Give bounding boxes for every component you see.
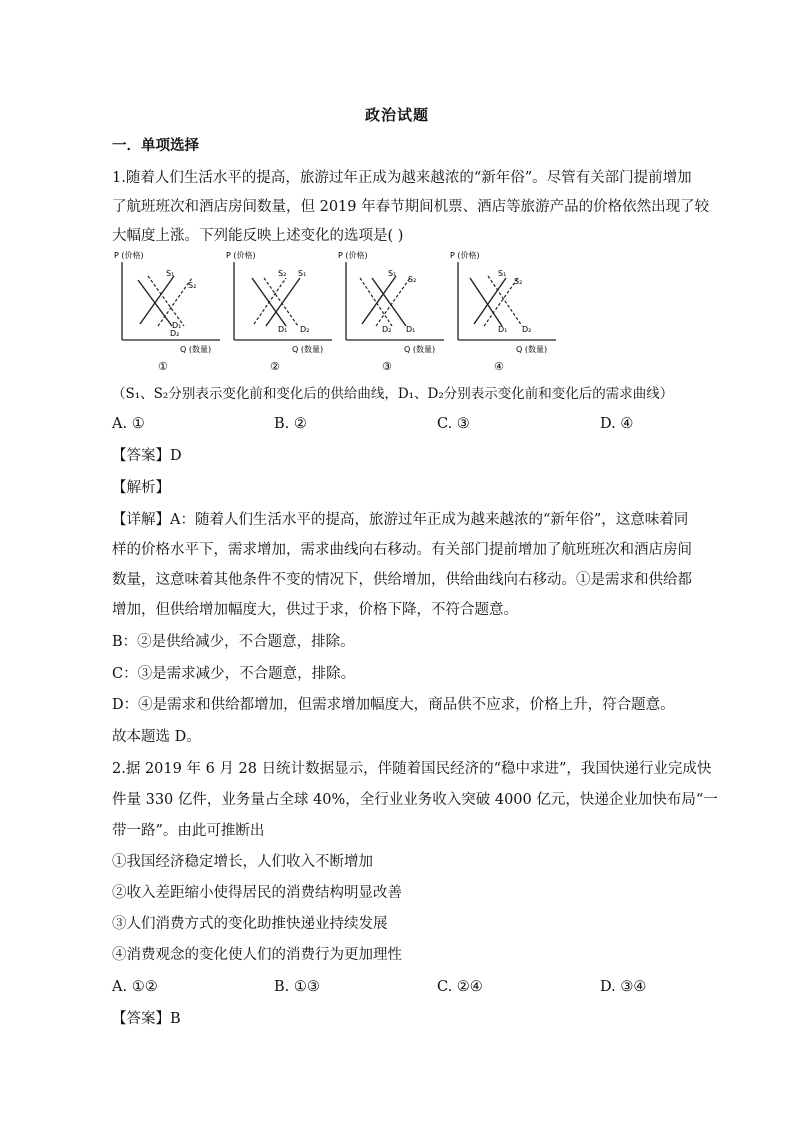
x-axis-label: Q (数量) — [292, 345, 324, 354]
demand-label-right: D₂ — [300, 325, 310, 334]
supply-label-left: S₂ — [278, 269, 287, 278]
chart-option-4 — [448, 248, 558, 378]
supply-curve-solid — [140, 276, 174, 324]
q1-charts — [112, 248, 552, 378]
y-axis-label: P (价格) — [450, 251, 480, 260]
y-axis-label: P (价格) — [114, 251, 144, 260]
supply-curve-dashed — [158, 278, 192, 326]
chart-number: ① — [158, 360, 168, 373]
q2-item-2: ②收入差距缩小使得居民的消费结构明显改善 — [112, 885, 402, 901]
q1-explanation-line-7: D：④是需求和供给都增加，但需求增加幅度大，商品供不应求，价格上升，符合题意。 — [112, 697, 675, 713]
q1-explanation-line-4: 增加，但供给增加幅度大，供过于求，价格下降，不符合题意。 — [112, 602, 518, 618]
q1-chart-caption: （S₁、S₂分别表示变化前和变化后的供给曲线，D₁、D₂分别表示变化前和变化后的需求曲线） — [112, 386, 674, 402]
supply-label-right: S₂ — [188, 281, 197, 290]
supply-label-left: S₁ — [388, 269, 397, 278]
supply-label-right: S₂ — [408, 275, 417, 284]
page-title: 政治试题 — [364, 106, 429, 124]
supply-curve-solid — [266, 278, 300, 326]
chart-number: ④ — [494, 360, 504, 373]
supply-label-left: S₁ — [498, 269, 507, 278]
demand-label-left: D₁ — [172, 321, 182, 330]
y-axis-label: P (价格) — [338, 251, 368, 260]
x-axis-label: Q (数量) — [404, 345, 436, 354]
supply-label-right: S₁ — [298, 269, 307, 278]
q1-explanation-line-6: C：③是需求减少，不合题意，排除。 — [112, 666, 356, 682]
chart-option-1 — [112, 248, 222, 378]
q1-option-d: D. ④ — [600, 416, 634, 432]
supply-label-right: S₂ — [514, 277, 523, 286]
q1-option-c: C. ③ — [437, 416, 470, 432]
q2-option-c: C. ②④ — [437, 979, 483, 995]
supply-label-left: S₁ — [166, 269, 175, 278]
q1-line-2: 了航班班次和酒店房间数量，但 2019 年春节期间机票、酒店等旅游产品的价格依然出现了较 — [112, 199, 710, 215]
q2-item-3: ③人们消费方式的变化助推快递业持续发展 — [112, 916, 388, 932]
x-axis-label: Q (数量) — [180, 345, 212, 354]
q1-explanation-line-8: 故本题选 D。 — [112, 729, 201, 745]
q2-answer: 【答案】B — [112, 1011, 181, 1027]
demand-label-right: D₂ — [522, 325, 532, 334]
demand-label-right: D₁ — [406, 325, 416, 334]
x-axis-label: Q (数量) — [516, 345, 548, 354]
supply-curve-solid — [362, 276, 396, 324]
demand-label-left: D₁ — [498, 325, 508, 334]
q2-item-1: ①我国经济稳定增长，人们收入不断增加 — [112, 854, 373, 870]
q1-line-3: 大幅度上涨。下列能反映上述变化的选项是( ) — [112, 228, 404, 244]
q1-explanation-line-1: 【详解】A：随着人们生活水平的提高，旅游过年正成为越来越浓的“新年俗”，这意味着同 — [112, 512, 689, 528]
supply-curve-dashed — [254, 278, 286, 324]
section-heading: 一．单项选择 — [112, 137, 199, 154]
q1-explanation-line-2: 样的价格水平下，需求增加，需求曲线向右移动。有关部门提前增加了航班班次和酒店房间 — [112, 542, 692, 558]
q2-line-1: 2.据 2019 年 6 月 28 日统计数据显示，伴随着国民经济的“稳中求进”，我国快递行业完成快 — [112, 761, 712, 777]
chart-option-2 — [224, 248, 334, 378]
q2-line-3: 带一路”。由此可推断出 — [112, 823, 265, 839]
q1-line-1: 1.随着人们生活水平的提高，旅游过年正成为越来越浓的“新年俗”。尽管有关部门提前增加 — [112, 170, 692, 186]
chart-option-3 — [336, 248, 446, 378]
demand-curve-solid — [470, 278, 502, 326]
q1-analysis-label: 【解析】 — [112, 480, 170, 496]
demand-curve-dashed — [360, 278, 392, 326]
q2-option-a: A. ①② — [112, 979, 158, 995]
q1-answer: 【答案】D — [112, 448, 182, 464]
chart-number: ③ — [382, 360, 392, 373]
demand-label-left: D₂ — [382, 325, 392, 334]
q2-option-d: D. ③④ — [600, 979, 647, 995]
q1-option-b: B. ② — [274, 416, 307, 432]
demand-label-left: D₁ — [278, 325, 288, 334]
q1-explanation-line-3: 数量，这意味着其他条件不变的情况下，供给增加，供给曲线向右移动。①是需求和供给都 — [112, 572, 692, 588]
q1-option-a: A. ① — [112, 416, 145, 432]
q2-line-2: 件量 330 亿件，业务量占全球 40%，全行业业务收入突破 4000 亿元，快递企业加快布局“一 — [112, 792, 718, 808]
y-axis-label: P (价格) — [226, 251, 256, 260]
supply-curve-dashed — [376, 278, 410, 326]
chart-number: ② — [270, 360, 280, 373]
q2-option-b: B. ①③ — [274, 979, 320, 995]
q1-explanation-line-5: B：②是供给减少，不合题意，排除。 — [112, 634, 355, 650]
q2-item-4: ④消费观念的变化使人们的消费行为更加理性 — [112, 947, 402, 963]
demand-label-right: D₂ — [170, 329, 180, 338]
